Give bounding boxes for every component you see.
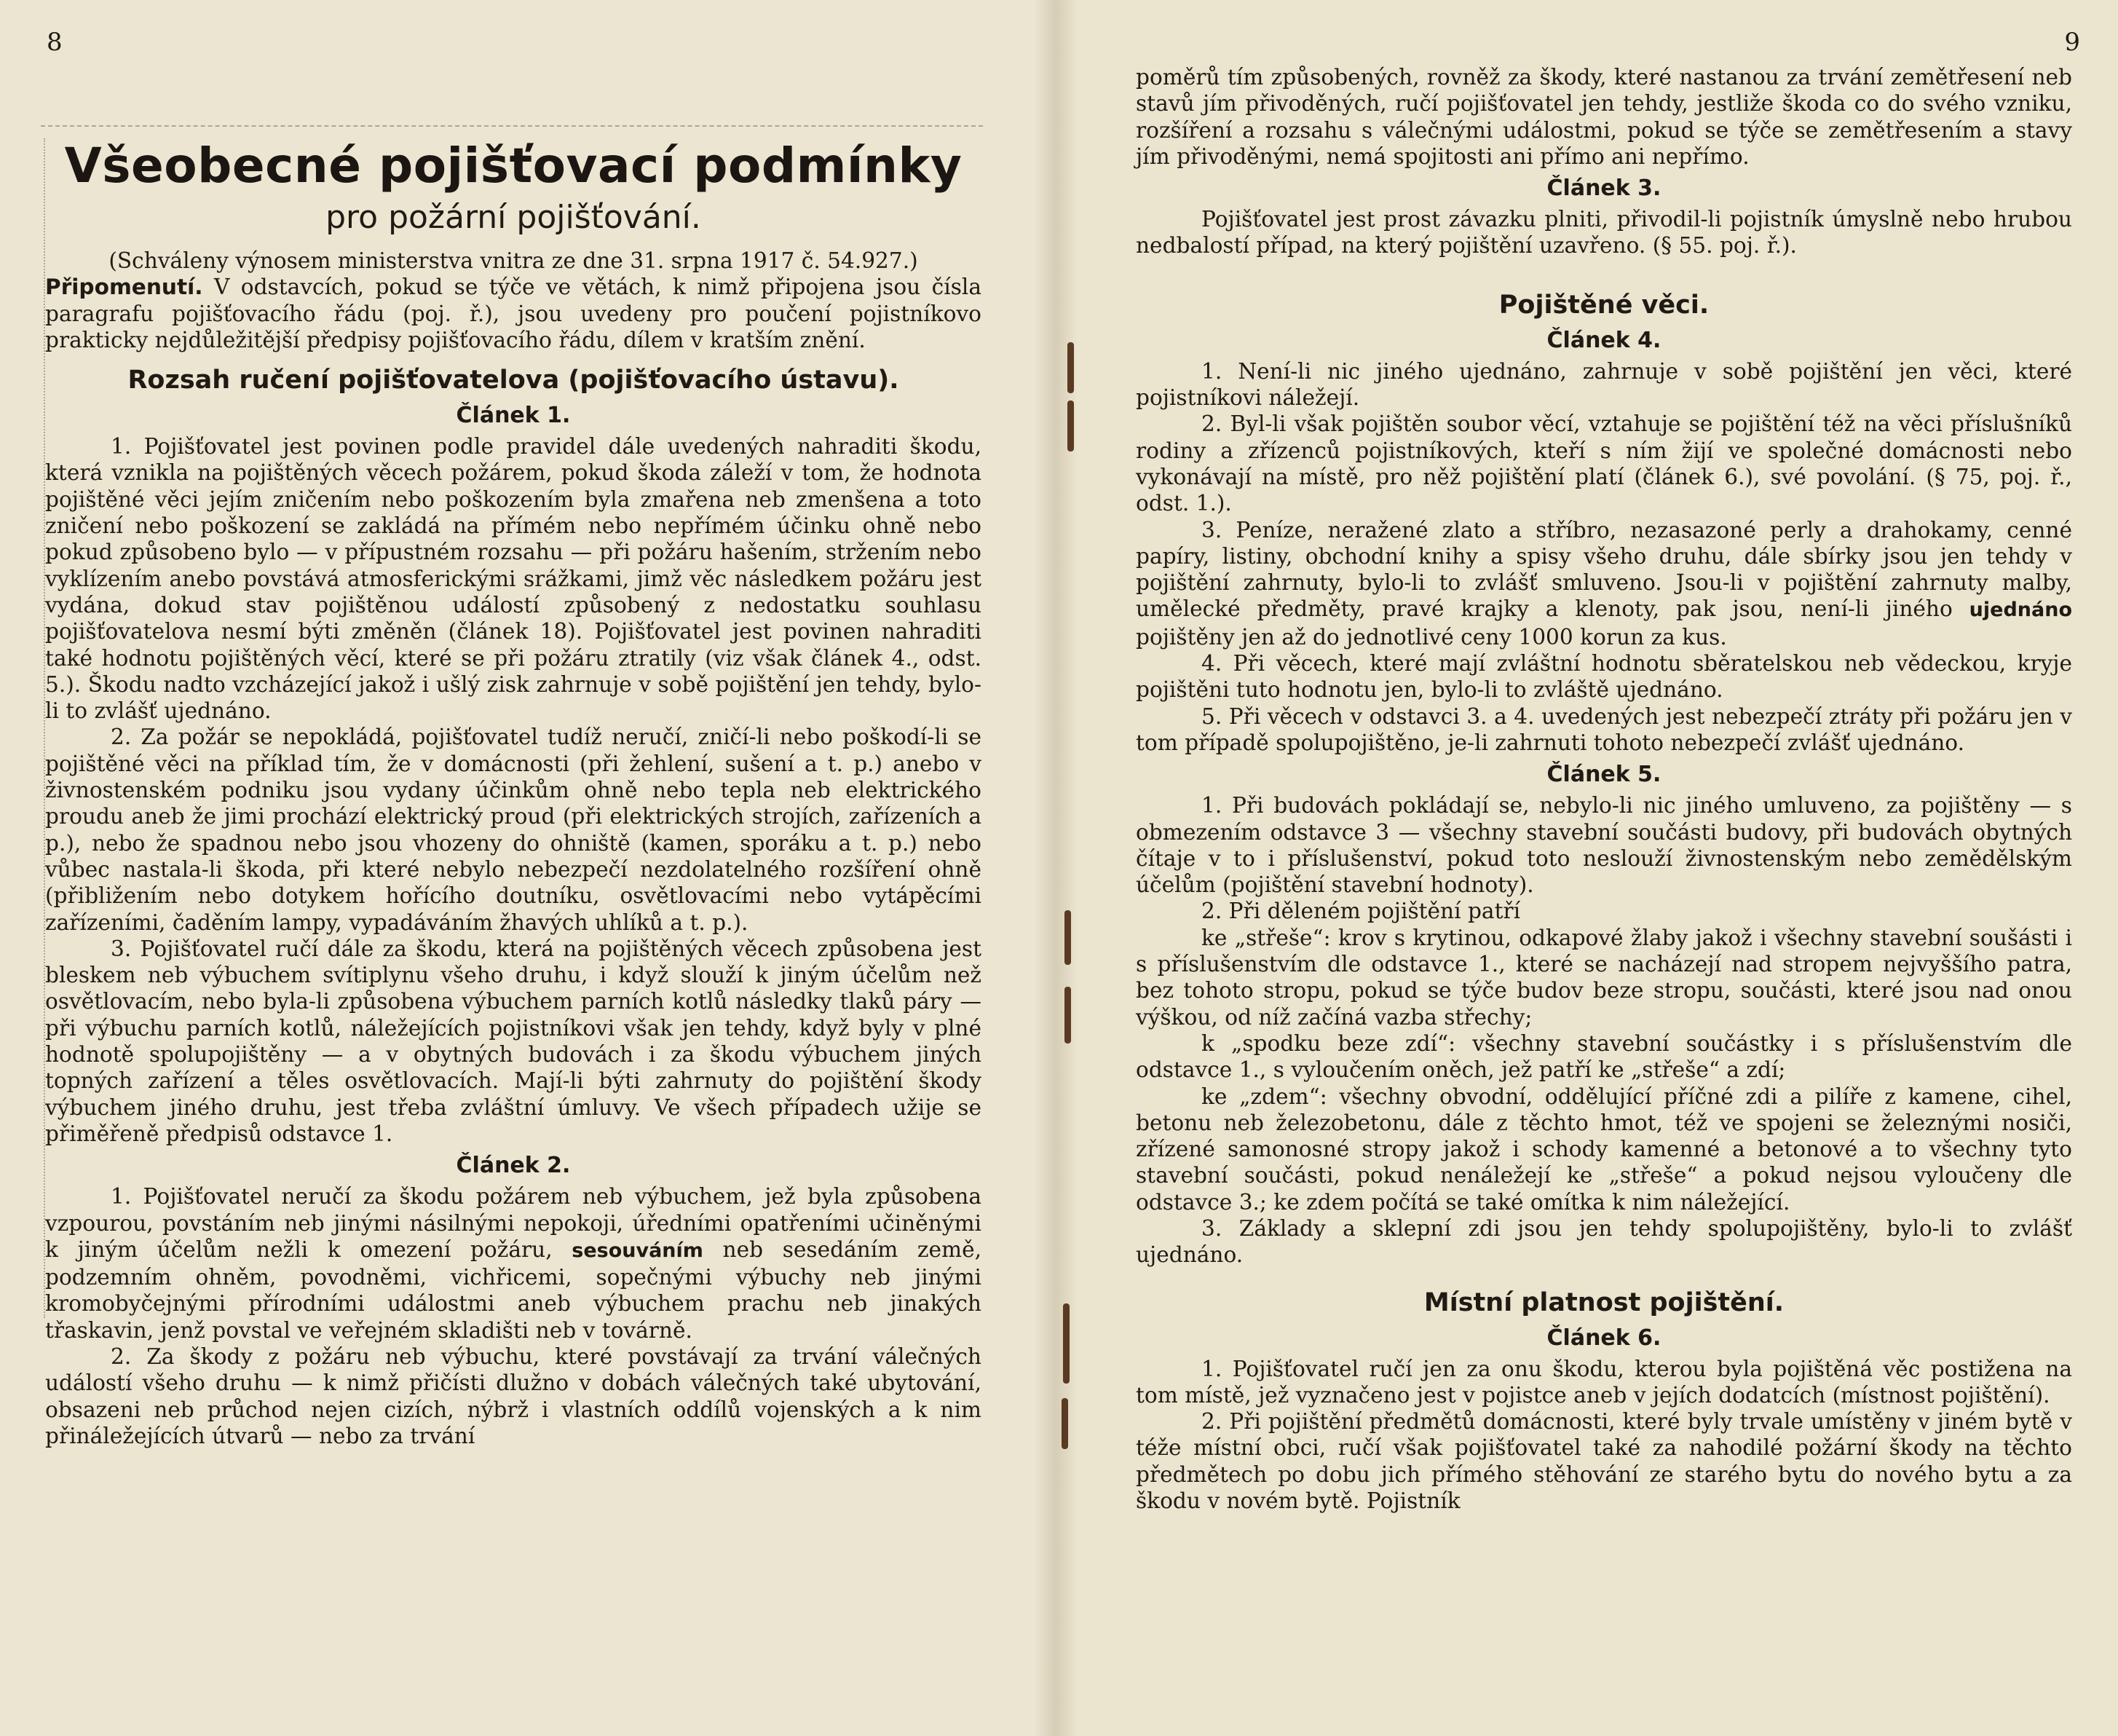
article-6-paragraph-2: 2. Při pojištění předmětů domácnosti, které byly trvale umístěny v jiném bytě v téže místní obci, ručí však pojišťovatel také za nahodilé požární škody na těchto předmětech po dobu jich přímého stěhování ze starého bytu do nového bytu a za škodu v novém bytě. Pojistník: [1136, 1409, 2072, 1514]
article-4-paragraph-3: [1136, 517, 2072, 650]
article-4-paragraph-1: 1. Není-li nic jiného ujednáno, zahrnuje v sobě pojištění jen věci, které pojistníkovi náležejí.: [1136, 358, 2072, 411]
article-5-roof-definition: ke „střeše“: krov s krytinou, odkapové žlaby jakož i všechny stavební soušásti i s příslušenstvím dle odstavce 1., které se nacházejí nad stropem nejvyššího patra, bez tohoto stropu, pokud se týče budov beze stropu, součásti, které jsou nad onou výškou, od níž začíná vazba střechy;: [1136, 925, 2072, 1030]
article-5-heading: Článek 5.: [1546, 762, 1661, 788]
article-6-paragraph-1: 1. Pojišťovatel ručí jen za onu škodu, kterou byla pojištěná věc postižena na tom místě, jež vyznačeno jest v pojistce aneb v jejích dodatcích (místnost pojištění).: [1136, 1356, 2072, 1408]
article-1-heading: Článek 1.: [456, 403, 571, 429]
binding-stitch: [1067, 342, 1074, 393]
article-2-p1-bold: sesouváním: [572, 1239, 703, 1262]
article-2-heading: Článek 2.: [456, 1153, 571, 1179]
section-heading-local-validity: Místní platnost pojištění.: [1423, 1287, 1785, 1317]
article-2-paragraph-2: 2. Za škody z požáru neb výbuchu, které povstávají za trvání válečných událostí všeho druhu — k nimž přičísti dlužno v dobách válečných také ubytování, obsazeni neb průchod nejen cizích, nýbrž i vlastních oddílů vojenských a k nim přináležejících útvarů — nebo za trvání: [45, 1344, 981, 1448]
right-column: [1136, 64, 2072, 1514]
article-4-p3-bold: ujednáno: [1969, 599, 2072, 622]
article-5-paragraph-3: 3. Základy a sklepní zdi jsou jen tehdy spolupojištěny, bylo-li to zvlášť ujednáno.: [1136, 1215, 2072, 1268]
article-2-p1-text-a: 1. Pojišťovatel neručí za škodu požárem neb výbuchem, jež byla způsobena vzpourou, povstáním neb jinými násilnými nepokoji, úředními opatřeními učiněnými k jiným účelům nežli k omezení požáru,: [45, 1184, 981, 1262]
page-number-right: 9: [2064, 28, 2080, 57]
article-3-heading: Článek 3.: [1546, 175, 1661, 202]
binding-stitch: [1067, 401, 1074, 451]
article-5-paragraph-1: 1. Při budovách pokládají se, nebylo-li nic jiného umluveno, za pojištěny — s obmezením odstavce 3 — všechny stavební součásti budovy, při budovách obytných čítaje v to i příslušenství, pokud toto neslouží živnostenským nebo zemědělským účelům (pojištění stavební hodnoty).: [1136, 793, 2072, 898]
article-5-base-definition: k „spodku beze zdí“: všechny stavební součástky i s příslušenstvím dle odstavce 1., s vyloučením oněch, jež patří ke „střeše“ a zdí;: [1136, 1030, 2072, 1083]
binding-stitch: [1063, 1303, 1070, 1384]
continuation-paragraph: poměrů tím způsobených, rovněž za škody, které nastanou za trvání zemětřesení neb stavů jím přivoděných, ručí pojišťovatel jen tehdy, jestliže škoda co do svého vzniku, rozšíření a rozsahu s válečnými událostmi, pokud se týče se zemětřesením a stavy jím přivoděnými, nemá spojitosti ani přímo ani nepřímo.: [1136, 65, 2072, 169]
article-1-paragraph-1: 1. Pojišťovatel jest povinen podle pravidel dále uvedených nahraditi škodu, která vznikla na pojištěných věcech požárem, pokud škoda záleží v tom, že hodnota pojištěné věci jejím zničením nebo poškozením byla zmařena neb zmenšena a toto zničení nebo poškození se zakládá na přímém nebo nepřímém účinku ohně nebo pokud způsobeno bylo — v přípustném rozsahu — při požáru hašením, stržením nebo vyklízením anebo povstává atmosferickými srážkami, jimž věc následkem požáru jest vydána, dokud stav pojištěnou událostí způsobený z nedostatku souhlasu pojišťovatelova nesmí býti změněn (článek 18). Pojišťovatel jest povinen nahraditi také hodnotu pojištěných věcí, které se při požáru ztratily (viz však článek 4., odst. 5.). Škodu nadto vzcházející jakož i ušlý zisk zahrnuje v sobě pojištění jen tehdy, bylo-li to zvlášť ujednáno.: [45, 434, 981, 724]
binding-stitch: [1064, 987, 1071, 1043]
article-6-heading: Článek 6.: [1546, 1325, 1661, 1351]
binding-stitch: [1064, 910, 1071, 965]
section-heading-liability: Rozsah ručení pojišťovatelova (pojišťovacího ústavu).: [127, 366, 899, 395]
reminder-paragraph: [45, 274, 981, 353]
article-4-paragraph-2: 2. Byl-li však pojištěn soubor věcí, vztahuje se pojištění též na věci příslušníků rodiny a zřízenců pojistníkových, kteří s ním žijí ve společné domácnosti nebo vykonávají na místě, pro něž pojištění platí (článek 6.), své povolání. (§ 75, poj. ř., odst. 1.).: [1136, 411, 2072, 516]
article-1-paragraph-2: 2. Za požár se nepokládá, pojišťovatel tudíž neručí, zničí-li nebo poškodí-li se pojištěné věci na příklad tím, že v domácnosti (při žehlení, sušení a t. p.) anebo v živnostenském podniku jsou vydany účinkům ohně nebo tepla neb elektrického proudu aneb že jimi prochází elektrický proud (při elektrických strojích, zařízeních a p.), nebo že spadnou nebo jsou vhozeny do ohniště (kamen, sporáku a t. p.) nebo vůbec nastala-li škoda, při které nebylo nebezpečí nezdolatelného rozšíření ohně (přibližením nebo dotykem hořícího doutníku, osvětlovacími nebo vytápěcími zařízeními, čaděním lampy, vypadáváním žhavých uhlíků a t. p.).: [45, 725, 981, 935]
article-3-paragraph: Pojišťovatel jest prost závazku plniti, přivodil-li pojistník úmyslně nebo hrubou nedbalostí případ, na který pojištění uzavřeno. (§ 55. poj. ř.).: [1136, 207, 2072, 259]
reminder-text: V odstavcích, pokud se týče ve větách, k nimž připojena jsou čísla paragrafu pojišťovacího řádu (poj. ř.), jsou uvedeny pro poučení pojistníkovo prakticky nejdůležitější předpisy pojišťovacího řádu, dílem v kratším znění.: [45, 275, 981, 352]
article-2-p1-text-b: neb sesedáním země, podzemním ohněm, povodněmi, vichřicemi, sopečnými výbuchy neb jinými kromobyčejnými přírodními událostmi aneb výbuchem prachu neb jinakých třaskavin, jenž povstal ve veřejném skladišti neb v továrně.: [45, 1236, 981, 1343]
article-4-paragraph-4: 4. Při věcech, které mají zvláštní hodnotu sběratelskou neb vědeckou, kryje pojištěni tuto hodnotu jen, bylo-li to zvláště ujednáno.: [1136, 651, 2072, 703]
article-2-paragraph-1: [45, 1183, 981, 1344]
book-gutter: [1034, 0, 1078, 1736]
article-1-paragraph-3: 3. Pojišťovatel ručí dále za škodu, která na pojištěných věcech způsobena jest bleskem neb výbuchem svítiplynu všeho druhu, i když slouží k jiným účelům než osvětlovacím, nebo byla-li způsobena výbuchem parních kotlů následky tlaků páry — při výbuchu parních kotlů, náležejících pojistníkovi však jen tehdy, když byly v plné hodnotě spolupojištěny — a v obytných budovách i za škodu výbuchem jiných topných zařízení a těles osvětlovacích. Mají-li býti zahrnuty do pojištění škody výbuchem jiného druhu, jest třeba zvláštní úmluvy. Ve všech případech užije se přiměřeně předpisů odstavce 1.: [45, 936, 981, 1146]
left-page: [0, 0, 1048, 1736]
document-title: Všeobecné pojišťovací podmínky: [64, 138, 963, 194]
title-rule: [41, 125, 983, 127]
article-5-paragraph-2: 2. Při děleném pojištění patří: [1201, 899, 1521, 924]
reminder-label: Připomenutí.: [45, 275, 203, 300]
document-subtitle: pro požární pojišťování.: [325, 199, 701, 236]
article-4-p3-text-b: pojištěny jen až do jednotlivé ceny 1000 korun za kus.: [1136, 624, 1727, 650]
article-4-heading: Článek 4.: [1546, 327, 1661, 353]
article-4-paragraph-5: 5. Při věcech v odstavci 3. a 4. uvedených jest nebezpečí ztráty při požáru jen v tom případě spolupojištěno, je-li zahrnuti tohoto nebezpečí zvlášť ujednáno.: [1136, 703, 2072, 755]
approval-note: (Schváleny výnosem ministerstva vnitra ze dne 31. srpna 1917 č. 54.927.): [108, 248, 918, 273]
section-heading-insured-items: Pojištěné věci.: [1498, 290, 1710, 320]
article-5-walls-definition: ke „zdem“: všechny obvodní, oddělující příčné zdi a pilíře z kamene, cihel, betonu neb železobetonu, dále z těchto hmot, též ve spojeni se železnými nosiči, zřízené samonosné stropy jakož i schody kamenné a betonové a to všechny tyto stavební součásti, pokud nenáležejí ke „střeše“ a pokud nejsou vyloučeny dle odstavce 3.; ke zdem počítá se také omítka k nim náležející.: [1136, 1084, 2072, 1215]
left-column: [45, 137, 981, 1449]
article-4-p3-text-a: 3. Peníze, neražené zlato a stříbro, nezasazoné perly a drahokamy, cenné papíry, listiny, obchodní knihy a spisy všeho druhu, dále sbírky jsou jen tehdy v pojištění zahrnuty, bylo-li to zvlášť smluveno. Jsou-li v pojištění zahrnuty malby, umělecké předměty, pravé krajky a klenoty, pak jsou, není-li jiného: [1136, 517, 2072, 622]
binding-stitch: [1062, 1398, 1068, 1449]
page-number-left: 8: [47, 28, 63, 57]
